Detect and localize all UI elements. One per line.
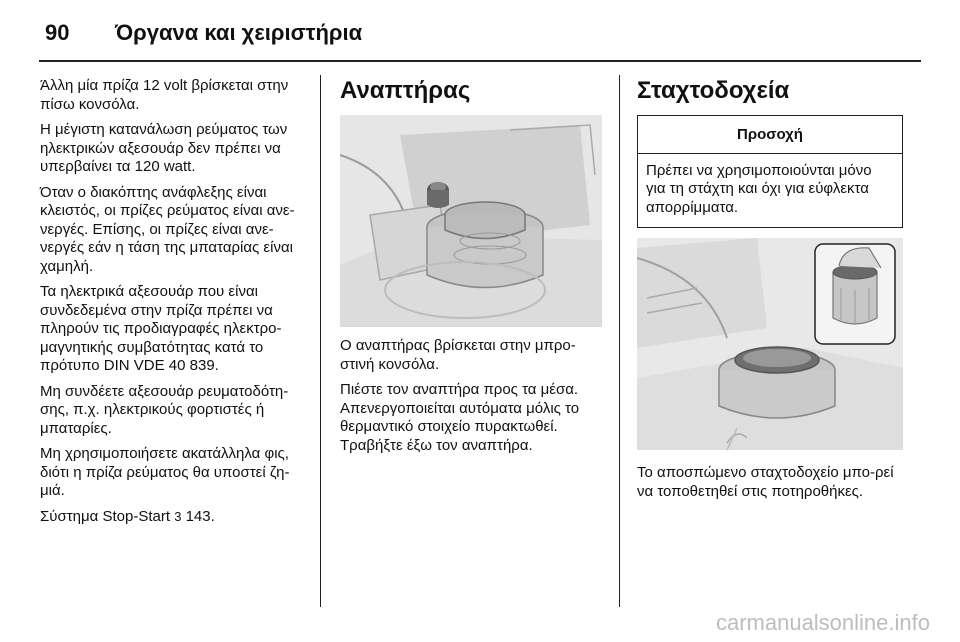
caution-text: Πρέπει να χρησιμοποιούνται μόνο για τη στάχτη και όχι για εύφλεκτα απορρίμματα. xyxy=(646,161,872,216)
paragraph-ignition-off: Όταν ο διακόπτης ανάφλεξης είναι κλειστός, οι πρίζες ρεύματος είναι ανε-νεργές. Επίσης, οι πρίζες είναι ανε-νεργές εάν η τάση της μπαταρίας είναι χαμηλή. xyxy=(40,183,295,275)
section-title-ashtrays: Σταχτοδοχεία xyxy=(637,77,790,104)
header-rule xyxy=(39,60,921,62)
column-3 xyxy=(637,77,903,508)
page-title: Όργανα και χειριστήρια xyxy=(115,20,363,45)
watermark: carmanualsonline.info xyxy=(715,610,930,635)
column-2 xyxy=(340,77,602,462)
paragraph-max-power: Η μέγιστη κατανάλωση ρεύματος των ηλεκτρικών αξεσουάρ δεν πρέπει να υπερβαίνει τα 120 watt. xyxy=(40,121,288,175)
paragraph-lighter-location: Ο αναπτήρας βρίσκεται στην μπρο-στινή κονσόλα. xyxy=(340,337,576,373)
paragraph-rear-socket: Άλλη μία πρίζα 12 volt βρίσκεται στην πίσω κονσόλα. xyxy=(40,77,289,113)
column-1 xyxy=(40,77,308,533)
caution-title: Προσοχή xyxy=(638,116,902,154)
cross-reference-stop-start[interactable] xyxy=(40,508,308,527)
cross-reference-text: Σύστημα Stop-Start xyxy=(40,507,171,525)
paragraph-unsuitable-plugs: Μη χρησιμοποιήσετε ακατάλληλα φις, διότι η πρίζα ρεύματος θα υποστεί ζη-μιά. xyxy=(40,445,290,499)
ashtray-illustration xyxy=(637,238,903,450)
paragraph-no-chargers: Μη συνδέετε αξεσουάρ ρευματοδότη-σης, π.χ. ηλεκτρικούς φορτιστές ή μπαταρίες. xyxy=(40,382,289,437)
page-reference-arrow-icon: 3 xyxy=(174,508,182,524)
paragraph-emc-standard: Τα ηλεκτρικά αξεσουάρ που είναι συνδεδεμένα στην πρίζα πρέπει να πληρούν τις προδιαγραφές ηλεκτρο-μαγνητικής συμβατότητας κατά το πρότυπο DIN VDE 40 839. xyxy=(40,283,282,374)
column-divider-1 xyxy=(320,75,321,607)
paragraph-ashtray-usage: Το αποσπώμενο σταχτοδοχείο μπο-ρεί να τοποθετηθεί στις ποτηροθήκες. xyxy=(637,464,894,500)
section-title-lighter: Αναπτήρας xyxy=(340,77,471,104)
page-number: 90 xyxy=(45,20,70,45)
column-divider-2 xyxy=(619,75,620,607)
caution-box xyxy=(637,115,903,228)
paragraph-lighter-usage: Πιέστε τον αναπτήρα προς τα μέσα. Απενεργοποιείται αυτόματα μόλις το θερμαντικό στοιχείο πυρακτωθεί. Τραβήξτε έξω τον αναπτήρα. xyxy=(340,381,580,454)
cigarette-lighter-illustration xyxy=(340,115,602,327)
cross-reference-page: 143. xyxy=(185,507,215,525)
